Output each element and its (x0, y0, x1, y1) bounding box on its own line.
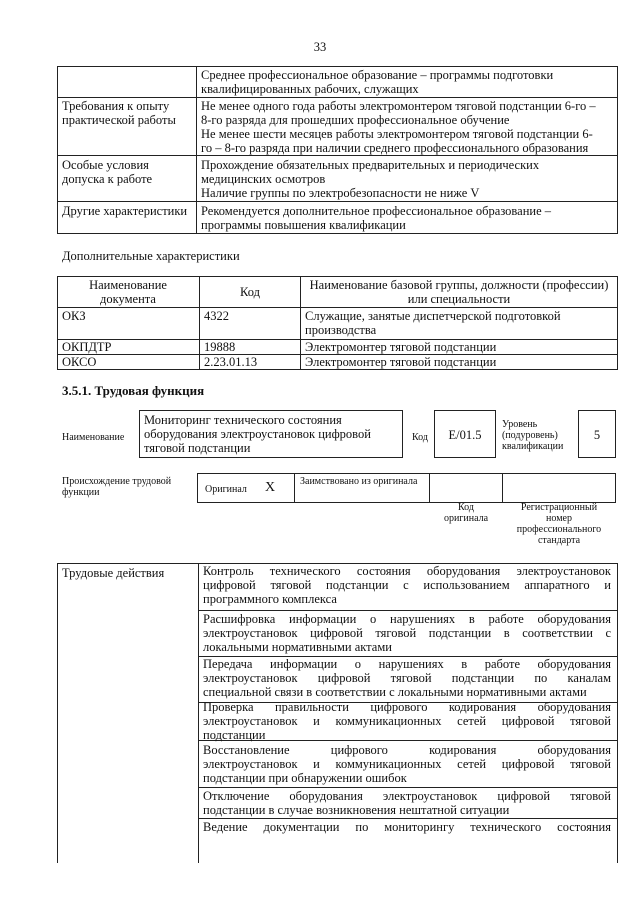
top-table-row-3-label: Другие характеристики (62, 204, 188, 218)
top-table-row-1-label: Требования к опыту практической работы (62, 99, 176, 127)
labor-action-item-3: Проверка правильности цифрового кодирования оборудования электроустановок и коммуникационных сетей цифровой тяговой подстанции (203, 700, 611, 742)
code-label: Код (412, 432, 428, 443)
labor-actions-label: Трудовые действия (62, 566, 165, 580)
top-table-row-2-label: Особые условия допуска к работе (62, 158, 153, 186)
labor-action-item-1: Расшифровка информации о нарушениях в работе оборудования электроустановок цифровой тяговой подстанции в соответствии с локальными нормативными актами (203, 612, 611, 654)
name-value: Мониторинг технического состояния оборудования электроустановок цифровой тяговой подстанции (144, 413, 371, 455)
reg-number-caption: Регистрационный номер профессионального стандарта (516, 502, 602, 546)
reg-number-cell (502, 473, 616, 503)
additional-header-document: Наименование документа (89, 278, 167, 306)
labor-action-item-0: Контроль технического состояния оборудования электроустановок цифровой тяговой подстанции с использованием аппаратного и программного комплекса (203, 564, 611, 606)
code-value: E/01.5 (448, 428, 482, 442)
level-label: Уровень (подуровень) квалификации (502, 419, 564, 452)
additional-row-0-code: 4322 (204, 309, 229, 323)
labor-action-item-6: Ведение документации по мониторингу технического состояния (203, 820, 611, 834)
name-label: Наименование (62, 432, 125, 443)
page-number: 33 (313, 40, 327, 54)
labor-action-item-2: Передача информации о нарушениях в работе оборудования электроустановок цифровой тяговой подстанции по каналам специальной связи в соответствии с локальными нормативными актами (203, 657, 611, 699)
additional-row-0-doc: ОКЗ (62, 309, 86, 323)
additional-row-2-code: 2.23.01.13 (204, 355, 258, 369)
additional-header-code: Код (240, 285, 260, 299)
top-table-row-0-text: Среднее профессиональное образование – программы подготовки квалифицированных рабочих, служащих (201, 68, 554, 96)
additional-heading: Дополнительные характеристики (62, 249, 240, 263)
labor-action-item-4: Восстановление цифрового кодирования оборудования электроустановок и коммуникационных сетей цифровой тяговой подстанции при обнаружении ошибок (203, 743, 611, 785)
additional-row-0-name: Служащие, занятые диспетчерской подготовкой производства (305, 309, 561, 337)
additional-row-1-name: Электромонтер тяговой подстанции (305, 340, 497, 354)
additional-row-2-name: Электромонтер тяговой подстанции (305, 355, 497, 369)
function-heading: 3.5.1. Трудовая функция (62, 383, 205, 398)
original-mark: X (265, 480, 276, 495)
code-original-caption: Код оригинала (443, 502, 489, 524)
labor-action-item-5: Отключение оборудования электроустановок цифровой тяговой подстанции в случае возникновения нештатной ситуации (203, 789, 611, 817)
additional-row-1-code: 19888 (204, 340, 236, 354)
additional-row-1-doc: ОКПДТР (62, 340, 112, 354)
top-table-row-1-text: Не менее одного года работы электромонтером тяговой подстанции 6-го – 8-го разряда для прошедших профессиональное обучение Не менее шести месяцев работы электромонтером тяговой подстанции 6- го – 8-го разряда при наличии среднего профессионального образования (201, 99, 596, 155)
origin-label: Происхождение трудовой функции (62, 476, 172, 498)
top-table-row-3-text: Рекомендуется дополнительное профессиональное образование – программы повышения квалификации (201, 204, 552, 232)
additional-row-2-doc: ОКСО (62, 355, 97, 369)
additional-header-group: Наименование базовой группы, должности (профессии) или специальности (309, 278, 609, 306)
borrowed-label: Заимствовано из оригинала (300, 476, 418, 487)
code-original-cell (429, 473, 503, 503)
original-label: Оригинал (205, 484, 247, 495)
level-value: 5 (593, 428, 601, 442)
top-table-row-2-text: Прохождение обязательных предварительных и периодических медицинских осмотров Наличие группы по электробезопасности не ниже V (201, 158, 540, 200)
